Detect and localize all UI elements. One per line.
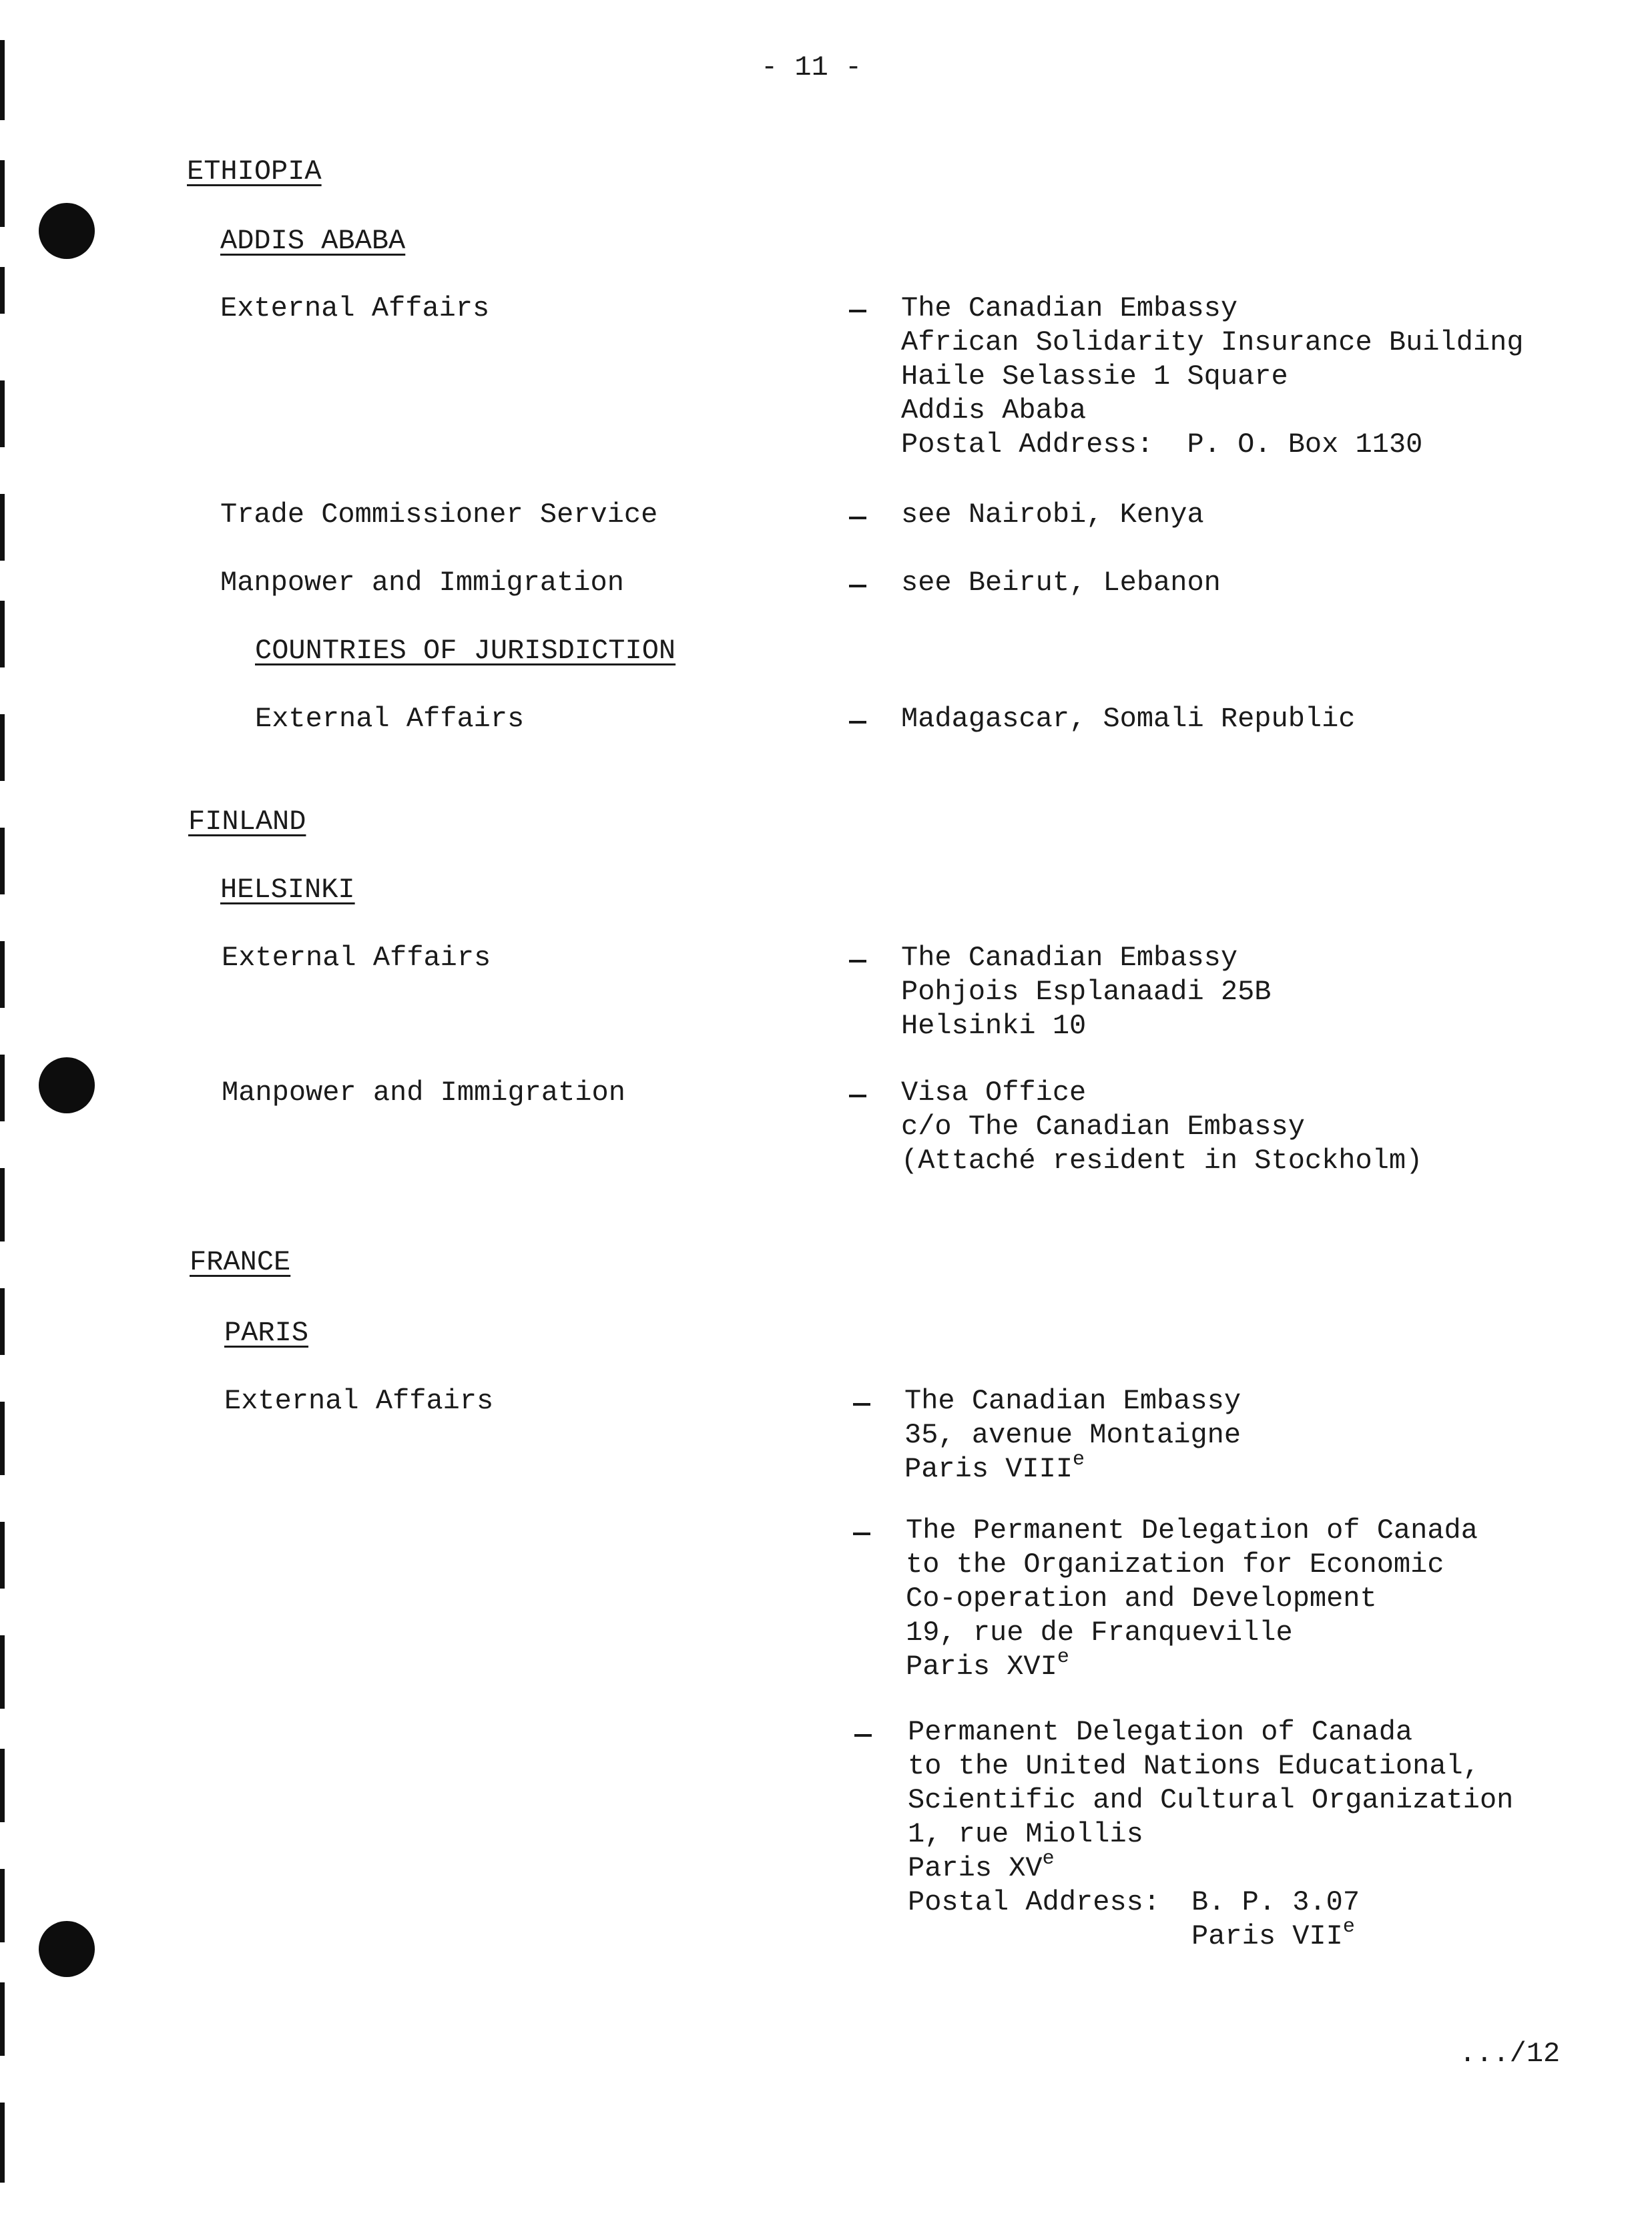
country-heading-ethiopia: ETHIOPIA xyxy=(187,156,322,188)
dash-marker xyxy=(849,721,866,724)
address-line: 1, rue Miollis xyxy=(908,1818,1143,1850)
postal-city: Paris VII xyxy=(1191,1920,1343,1952)
city-line: Paris VIII xyxy=(904,1453,1073,1485)
address-line: Pohjois Esplanaadi 25B xyxy=(901,976,1272,1008)
binder-edge-mark xyxy=(0,828,5,894)
binder-edge-mark xyxy=(0,40,5,120)
dash-marker xyxy=(849,960,866,962)
punch-hole xyxy=(39,203,95,259)
postal-label: Postal Address: xyxy=(908,1886,1161,1918)
binder-edge-mark xyxy=(0,1522,5,1589)
address-line: (Attaché resident in Stockholm) xyxy=(901,1145,1423,1177)
address-line xyxy=(906,1646,1478,1684)
binder-edge-mark xyxy=(0,494,5,561)
country-heading-finland: FINLAND xyxy=(188,806,306,838)
ordinal-superscript: e xyxy=(1073,1448,1085,1471)
row-value: see Beirut, Lebanon xyxy=(901,567,1221,599)
binder-edge-mark xyxy=(0,380,5,447)
city-heading-helsinki: HELSINKI xyxy=(220,874,355,906)
address-line xyxy=(908,1848,1513,1886)
binder-edge-mark xyxy=(0,1635,5,1709)
address-line: African Solidarity Insurance Building xyxy=(901,326,1524,358)
address-block xyxy=(901,1076,1422,1178)
address-line: Scientific and Cultural Organization xyxy=(908,1784,1514,1816)
address-line: to the United Nations Educational, xyxy=(908,1750,1480,1782)
city-heading-paris: PARIS xyxy=(224,1317,309,1349)
binder-edge-mark xyxy=(0,160,5,227)
address-line: The Canadian Embassy xyxy=(901,292,1238,324)
address-line: Postal Address: P. O. Box 1130 xyxy=(901,429,1423,461)
address-line: 19, rue de Franqueville xyxy=(906,1617,1293,1649)
jurisdiction-heading: COUNTRIES OF JURISDICTION xyxy=(255,635,676,667)
row-value: see Nairobi, Kenya xyxy=(901,499,1204,531)
address-line: Visa Office xyxy=(901,1077,1087,1109)
address-line: Permanent Delegation of Canada xyxy=(908,1716,1413,1748)
postal-box: B. P. 3.07 xyxy=(1191,1886,1360,1918)
row-label: Trade Commissioner Service xyxy=(220,499,658,531)
binder-edge-mark xyxy=(0,267,5,314)
binder-edge-mark xyxy=(0,1168,5,1241)
binder-edge-mark xyxy=(0,941,5,1008)
ordinal-superscript: e xyxy=(1042,1848,1055,1870)
address-block xyxy=(904,1384,1241,1486)
address-block xyxy=(906,1514,1478,1684)
dash-marker xyxy=(849,585,866,587)
binder-edge-mark xyxy=(0,1869,5,1942)
city-line: Paris XV xyxy=(908,1852,1043,1884)
binder-edge-mark xyxy=(0,1402,5,1475)
row-label: External Affairs xyxy=(224,1385,494,1417)
country-heading-france: FRANCE xyxy=(190,1246,291,1278)
binder-edge-mark xyxy=(0,714,5,781)
dash-marker xyxy=(853,1403,870,1406)
punch-hole xyxy=(39,1057,95,1113)
binder-edge-mark xyxy=(0,1288,5,1355)
address-block xyxy=(901,292,1524,462)
address-line: The Canadian Embassy xyxy=(901,942,1238,974)
row-label: Manpower and Immigration xyxy=(222,1077,625,1109)
city-line: Paris XVI xyxy=(906,1651,1057,1683)
dash-marker xyxy=(849,310,866,312)
ordinal-superscript: e xyxy=(1342,1916,1355,1938)
address-block xyxy=(908,1715,1513,1954)
binder-edge-mark xyxy=(0,2103,5,2183)
row-label: Manpower and Immigration xyxy=(220,567,624,599)
dash-marker xyxy=(854,1734,872,1737)
address-block xyxy=(901,941,1272,1043)
dash-marker xyxy=(849,1095,866,1097)
continuation-marker: .../12 xyxy=(1459,2038,1561,2070)
binder-edge-mark xyxy=(0,601,5,667)
address-line: to the Organization for Economic xyxy=(906,1549,1444,1581)
binder-edge-mark xyxy=(0,1749,5,1822)
address-line: 35, avenue Montaigne xyxy=(904,1419,1242,1451)
row-label: External Affairs xyxy=(255,703,525,735)
address-line: Addis Ababa xyxy=(901,394,1087,427)
page-number: - 11 - xyxy=(761,51,862,83)
dash-marker xyxy=(849,517,866,519)
address-line: Haile Selassie 1 Square xyxy=(901,360,1288,392)
punch-hole xyxy=(39,1921,95,1977)
postal-line xyxy=(908,1916,1513,1954)
ordinal-superscript: e xyxy=(1057,1646,1069,1669)
row-label: External Affairs xyxy=(220,292,490,324)
address-line: The Canadian Embassy xyxy=(904,1385,1242,1417)
address-line: Co-operation and Development xyxy=(906,1583,1377,1615)
address-line xyxy=(904,1448,1241,1486)
address-line: Helsinki 10 xyxy=(901,1010,1087,1042)
binder-edge-mark xyxy=(0,1055,5,1121)
city-heading-addis-ababa: ADDIS ABABA xyxy=(220,225,406,257)
address-line: c/o The Canadian Embassy xyxy=(901,1111,1305,1143)
row-value: Madagascar, Somali Republic xyxy=(901,703,1356,735)
address-line: The Permanent Delegation of Canada xyxy=(906,1514,1478,1547)
postal-line xyxy=(908,1886,1513,1920)
row-label: External Affairs xyxy=(222,942,491,974)
dash-marker xyxy=(853,1533,870,1535)
binder-edge-mark xyxy=(0,1982,5,2056)
